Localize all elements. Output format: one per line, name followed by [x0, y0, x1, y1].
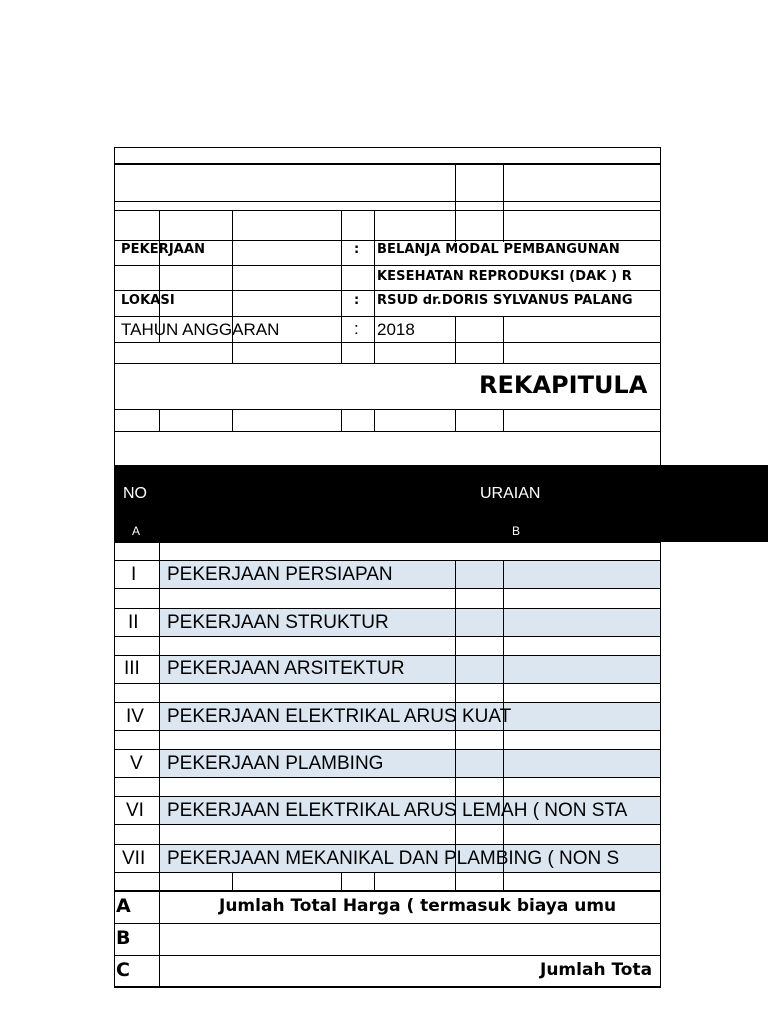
pekerjaan-colon: : — [354, 242, 360, 257]
row-label: PEKERJAAN ARSITEKTUR — [167, 658, 405, 679]
header-col-b: B — [512, 524, 521, 538]
row-label: PEKERJAAN PLAMBING — [167, 753, 384, 774]
row-no: VI — [126, 800, 144, 821]
row-no: I — [131, 564, 137, 585]
header-col-a: A — [132, 524, 141, 538]
tahun-anggaran-label: TAHUN ANGGARAN — [121, 320, 280, 339]
row-label: PEKERJAAN MEKANIKAL DAN PLAMBING ( NON S — [167, 848, 620, 869]
row-label: PEKERJAAN ELEKTRIKAL ARUS KUAT — [167, 706, 512, 727]
row-no: III — [124, 658, 140, 679]
row-no: VII — [122, 848, 146, 869]
total-letter: C — [116, 959, 130, 981]
total-label: Jumlah Total Harga ( termasuk biaya umu — [219, 896, 617, 916]
tahun-anggaran-colon: : — [354, 319, 359, 338]
row-no: IV — [126, 706, 144, 727]
total-letter: B — [116, 927, 131, 949]
row-label: PEKERJAAN PERSIAPAN — [167, 564, 393, 585]
row-label: PEKERJAAN STRUKTUR — [167, 612, 389, 633]
total-label: Jumlah Tota — [540, 960, 653, 980]
row-no: II — [128, 612, 139, 633]
tahun-anggaran-value: 2018 — [377, 320, 415, 339]
header-uraian: URAIAN — [480, 485, 541, 502]
header-no: NO — [123, 485, 147, 502]
lokasi-colon: : — [354, 293, 360, 308]
row-label: PEKERJAAN ELEKTRIKAL ARUS LEMAH ( NON STA — [167, 800, 628, 821]
pekerjaan-value-line-2: KESEHATAN REPRODUKSI (DAK ) R — [377, 269, 632, 284]
lokasi-label: LOKASI — [121, 293, 175, 308]
pekerjaan-label: PEKERJAAN — [121, 242, 206, 257]
total-letter: A — [116, 895, 131, 917]
row-no: V — [130, 753, 143, 774]
pekerjaan-value-line-1: BELANJA MODAL PEMBANGUNAN — [377, 242, 620, 257]
page-title: REKAPITULA — [479, 371, 648, 399]
lokasi-value: RSUD dr.DORIS SYLVANUS PALANG — [377, 293, 633, 308]
